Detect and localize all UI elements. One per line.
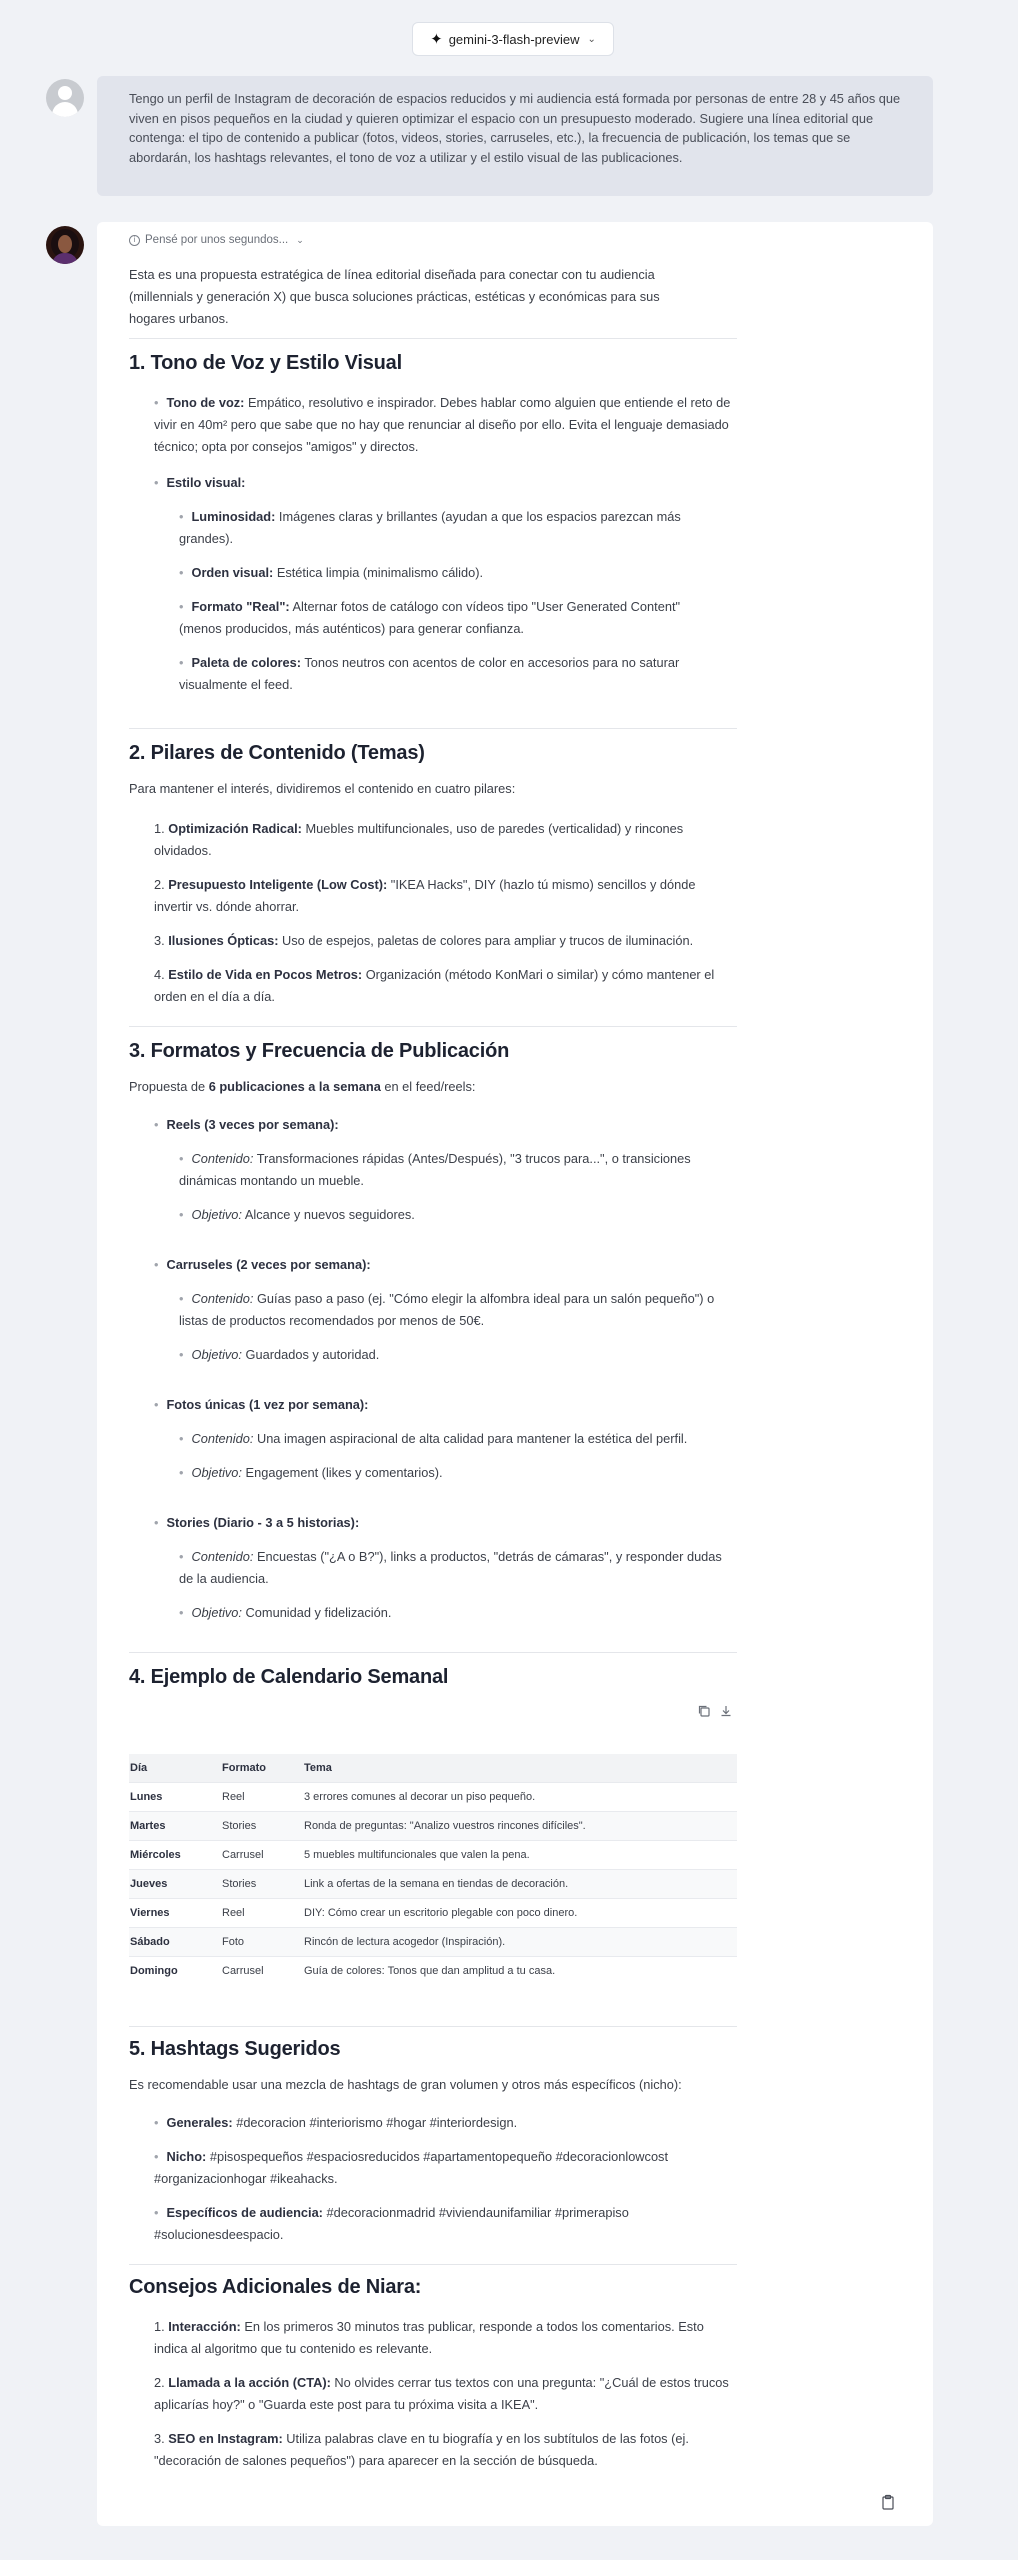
list-item: • Fotos únicas (1 vez por semana): [154,1397,369,1412]
table-cell: Foto [221,1927,303,1956]
list-item: • Contenido: Encuestas ("¿A o B?"), links a productos, "detrás de cámaras", y responder dudas de la audiencia. [179,1549,722,1586]
list-item [154,930,737,952]
list-item: • Paleta de colores: Tonos neutros con acentos de color en accesorios para no saturar visualmente el feed. [179,655,680,692]
item-text: En los primeros 30 minutos tras publicar, responde a todos los comentarios. Esto indica al algoritmo que tu contenido es relevante. [154,2319,704,2356]
list-item: • Carruseles (2 veces por semana): [154,1257,371,1272]
list-item: • Orden visual: Estética limpia (minimalismo cálido). [179,565,484,580]
item-number: 1. [154,821,165,836]
thinking-label: Pensé por unos segundos... [145,234,289,246]
item-label: Tono de voz: [166,395,245,410]
item-label: Fotos únicas (1 vez por semana): [166,1397,369,1412]
divider [129,2026,737,2027]
list-item [154,2428,737,2472]
item-label: Contenido: [191,1549,254,1564]
table-cell: Reel [221,1898,303,1927]
table-header-row [129,1754,737,1782]
table-row [129,1927,737,1956]
list-item: • Luminosidad: Imágenes claras y brillantes (ayudan a que los espacios parezcan más grandes). [179,509,681,546]
list-item: • Contenido: Una imagen aspiracional de alta calidad para mantener la estética del perfil. [179,1431,688,1446]
copy-icon[interactable] [697,1704,713,1720]
list-item: • Tono de voz: Empático, resolutivo e inspirador. Debes hablar como alguien que entiende el reto de vivir en 40m² pero que sabe que no hay que renunciar al diseño por ello. Evita el lenguaje demasiado técnico; opta por consejos "amigos" y directos. [154,395,731,454]
item-label: SEO en Instagram: [168,2431,283,2446]
item-text: Comunidad y fidelización. [242,1605,392,1620]
item-label: Llamada a la acción (CTA): [168,2375,331,2390]
table-cell: 3 errores comunes al decorar un piso pequeño. [303,1782,737,1811]
item-number: 3. [154,933,165,948]
item-label: Generales: [166,2115,233,2130]
list-item: • Contenido: Guías paso a paso (ej. "Cómo elegir la alfombra ideal para un salón pequeño") o listas de productos recomendados por menos de 50€. [179,1291,715,1328]
list-item: • Objetivo: Engagement (likes y comentarios). [179,1465,443,1480]
item-text: Guías paso a paso (ej. "Cómo elegir la alfombra ideal para un salón pequeño") o listas de productos recomendados por menos de 50€. [179,1291,715,1328]
item-label: Contenido: [191,1431,254,1446]
section-title: 1. Tono de Voz y Estilo Visual [129,352,402,374]
section-intro: Para mantener el interés, dividiremos el contenido en cuatro pilares: [129,781,516,796]
user-message: Tengo un perfil de Instagram de decoración de espacios reducidos y mi audiencia está formada por personas de entre 28 y 45 años que viven en pisos pequeños en la ciudad y quieren optimizar el espacio con un presupuesto moderado. Sugiere una línea editorial que contenga: el tipo de contenido a publicar (fotos, videos, stories, carruseles, etc.), la frecuencia de publicación, los temas que se abordarán, los hashtags relevantes, el tono de voz a utilizar y el estilo visual de las publicaciones. [97,76,933,196]
table-cell: Link a ofertas de la semana en tiendas de decoración. [303,1869,737,1898]
item-text: Empático, resolutivo e inspirador. Debes hablar como alguien que entiende el reto de vivir en 40m² pero que sabe que no hay que renunciar al diseño por ello. Evita el lenguaje demasiado técnico; opta por consejos "amigos" y directos. [154,395,731,454]
divider [129,1652,737,1653]
table-row [129,1840,737,1869]
list-item [154,964,737,1008]
table-cell: Stories [221,1869,303,1898]
item-text: Alternar fotos de catálogo con vídeos tipo "User Generated Content" (menos producidos, más auténticos) para generar confianza. [179,599,681,636]
item-label: Interacción: [168,2319,241,2334]
table-cell: Domingo [129,1956,221,1985]
item-text: "IKEA Hacks", DIY (hazlo tú mismo) sencillos y dónde invertir vs. dónde ahorrar. [154,877,696,914]
list-item: • Objetivo: Comunidad y fidelización. [179,1605,392,1620]
list-item: • Objetivo: Alcance y nuevos seguidores. [179,1207,415,1222]
item-number: 1. [154,2319,165,2334]
table-row [129,1811,737,1840]
item-label: Estilo visual: [166,475,246,490]
item-label: Carruseles (2 veces por semana): [166,1257,371,1272]
item-text: Imágenes claras y brillantes (ayudan a que los espacios parezcan más grandes). [179,509,681,546]
table-row [129,1869,737,1898]
item-number: 3. [154,2431,165,2446]
item-label: Paleta de colores: [191,655,302,670]
table-row [129,1782,737,1811]
table-cell: Lunes [129,1782,221,1811]
item-label: Formato "Real": [191,599,290,614]
item-label: Contenido: [191,1151,254,1166]
list-item: • Específicos de audiencia: #decoracionmadrid #viviendaunifamiliar #primerapiso #solucionesdeespacio. [154,2205,629,2242]
item-text: Encuestas ("¿A o B?"), links a productos, "detrás de cámaras", y responder dudas de la audiencia. [179,1549,722,1586]
item-label: Objetivo: [191,1347,242,1362]
intro-emphasis: 6 publicaciones a la semana [208,1079,381,1094]
table-cell: Rincón de lectura acogedor (Inspiración). [303,1927,737,1956]
item-label: Luminosidad: [191,509,276,524]
download-icon[interactable] [719,1704,735,1720]
calendar-table [129,1754,737,1985]
section-title: Consejos Adicionales de Niara: [129,2276,422,2298]
item-text: Guardados y autoridad. [242,1347,380,1362]
item-text: Uso de espejos, paletas de colores para ampliar y trucos de iluminación. [278,933,694,948]
intro-text: Propuesta de [129,1079,209,1094]
item-text: #decoracionmadrid #viviendaunifamiliar #primerapiso #solucionesdeespacio. [154,2205,629,2242]
section-title: 4. Ejemplo de Calendario Semanal [129,1666,449,1688]
item-label: Ilusiones Ópticas: [168,933,279,948]
item-number: 2. [154,877,165,892]
item-label: Objetivo: [191,1605,242,1620]
item-text: #pisospequeños #espaciosreducidos #apartamentopequeño #decoracionlowcost #organizacionhogar #ikeahacks. [154,2149,669,2186]
list-item: • Objetivo: Guardados y autoridad. [179,1347,380,1362]
list-item [154,874,737,918]
item-label: Estilo de Vida en Pocos Metros: [168,967,363,982]
item-text: Una imagen aspiracional de alta calidad para mantener la estética del perfil. [253,1431,688,1446]
section-intro [129,1076,475,1098]
list-item: • Contenido: Transformaciones rápidas (Antes/Después), "3 trucos para...", o transiciones dinámicas montando un mueble. [179,1151,691,1188]
list-item: • Nicho: #pisospequeños #espaciosreducidos #apartamentopequeño #decoracionlowcost #organizacionhogar #ikeahacks. [154,2149,669,2186]
table-cell: Carrusel [221,1956,303,1985]
list-item [154,2316,737,2360]
table-cell: DIY: Cómo crear un escritorio plegable con poco dinero. [303,1898,737,1927]
section-title: 2. Pilares de Contenido (Temas) [129,742,425,764]
section-title: 3. Formatos y Frecuencia de Publicación [129,1040,510,1062]
assistant-message [97,222,933,2526]
list-item: • Estilo visual: [154,475,246,490]
column-header: Tema [303,1754,737,1782]
chevron-down-icon: ⌄ [296,234,304,245]
item-text: Organización (método KonMari o similar) y cómo mantener el orden en el día a día. [154,967,715,1004]
sparkle-icon: ✦ [430,31,443,48]
divider [129,2264,737,2265]
item-number: 4. [154,967,165,982]
top-bar [0,0,1018,74]
item-text: Transformaciones rápidas (Antes/Después), "3 trucos para...", o transiciones dinámicas montando un mueble. [179,1151,691,1188]
divider [129,1026,737,1027]
divider [129,728,737,729]
table-cell: Jueves [129,1869,221,1898]
clipboard-icon[interactable] [881,2494,897,2510]
table-cell: Ronda de preguntas: "Analizo vuestros rincones difíciles". [303,1811,737,1840]
item-text: #decoracion #interiorismo #hogar #interiordesign. [232,2115,518,2130]
info-icon: i [129,235,140,246]
column-header: Formato [221,1754,303,1782]
table-cell: Viernes [129,1898,221,1927]
column-header: Día [129,1754,221,1782]
assistant-avatar [46,226,84,264]
model-selector-label: gemini-3-flash-preview [448,31,580,47]
table-cell: Carrusel [221,1840,303,1869]
item-label: Stories (Diario - 3 a 5 historias): [166,1515,360,1530]
section-title: 5. Hashtags Sugeridos [129,2038,341,2060]
list-item: • Formato "Real": Alternar fotos de catálogo con vídeos tipo "User Generated Content" (menos producidos, más auténticos) para generar confianza. [179,599,681,636]
item-label: Nicho: [166,2149,207,2164]
table-cell: Miércoles [129,1840,221,1869]
table-cell: 5 muebles multifuncionales que valen la pena. [303,1840,737,1869]
divider [129,338,737,339]
item-text: Tonos neutros con acentos de color en accesorios para no saturar visualmente el feed. [179,655,680,692]
item-label: Objetivo: [191,1465,242,1480]
list-item [154,818,737,862]
table-row [129,1898,737,1927]
item-label: Reels (3 veces por semana): [166,1117,339,1132]
table-cell: Guía de colores: Tonos que dan amplitud a tu casa. [303,1956,737,1985]
list-item: • Generales: #decoracion #interiorismo #hogar #interiordesign. [154,2115,518,2130]
chevron-down-icon: ⌄ [587,33,596,45]
section-intro: Es recomendable usar una mezcla de hashtags de gran volumen y otros más específicos (nicho): [129,2077,682,2092]
item-label: Optimización Radical: [168,821,302,836]
item-text: Alcance y nuevos seguidores. [242,1207,415,1222]
table-row [129,1956,737,1985]
item-text: No olvides cerrar tus textos con una pregunta: "¿Cuál de estos trucos aplicarías hoy?" o "Guarda este post para tu próxima visita a IKEA". [154,2375,729,2412]
user-avatar [46,79,84,117]
item-label: Contenido: [191,1291,254,1306]
item-label: Objetivo: [191,1207,242,1222]
item-label: Específicos de audiencia: [166,2205,323,2220]
table-cell: Stories [221,1811,303,1840]
list-item: • Reels (3 veces por semana): [154,1117,339,1132]
item-text: Utiliza palabras clave en tu biografía y en los subtítulos de las fotos (ej. "decoración de salones pequeños") para aparecer en la sección de búsqueda. [154,2431,689,2468]
list-item [154,2372,737,2416]
thinking-toggle[interactable] [129,234,304,246]
item-text: Estética limpia (minimalismo cálido). [273,565,484,580]
item-number: 2. [154,2375,165,2390]
list-item: • Stories (Diario - 3 a 5 historias): [154,1515,360,1530]
intro-paragraph: Esta es una propuesta estratégica de línea editorial diseñada para conectar con tu audiencia (millennials y generación X) que busca soluciones prácticas, estéticas y económicas para sus hogares urbanos. [129,267,660,326]
item-label: Presupuesto Inteligente (Low Cost): [168,877,388,892]
table-cell: Martes [129,1811,221,1840]
model-selector[interactable] [412,22,614,56]
intro-text: en el feed/reels: [380,1079,476,1094]
item-label: Orden visual: [191,565,274,580]
table-cell: Reel [221,1782,303,1811]
item-text: Engagement (likes y comentarios). [242,1465,443,1480]
item-text: Muebles multifuncionales, uso de paredes (verticalidad) y rincones olvidados. [154,821,684,858]
table-cell: Sábado [129,1927,221,1956]
